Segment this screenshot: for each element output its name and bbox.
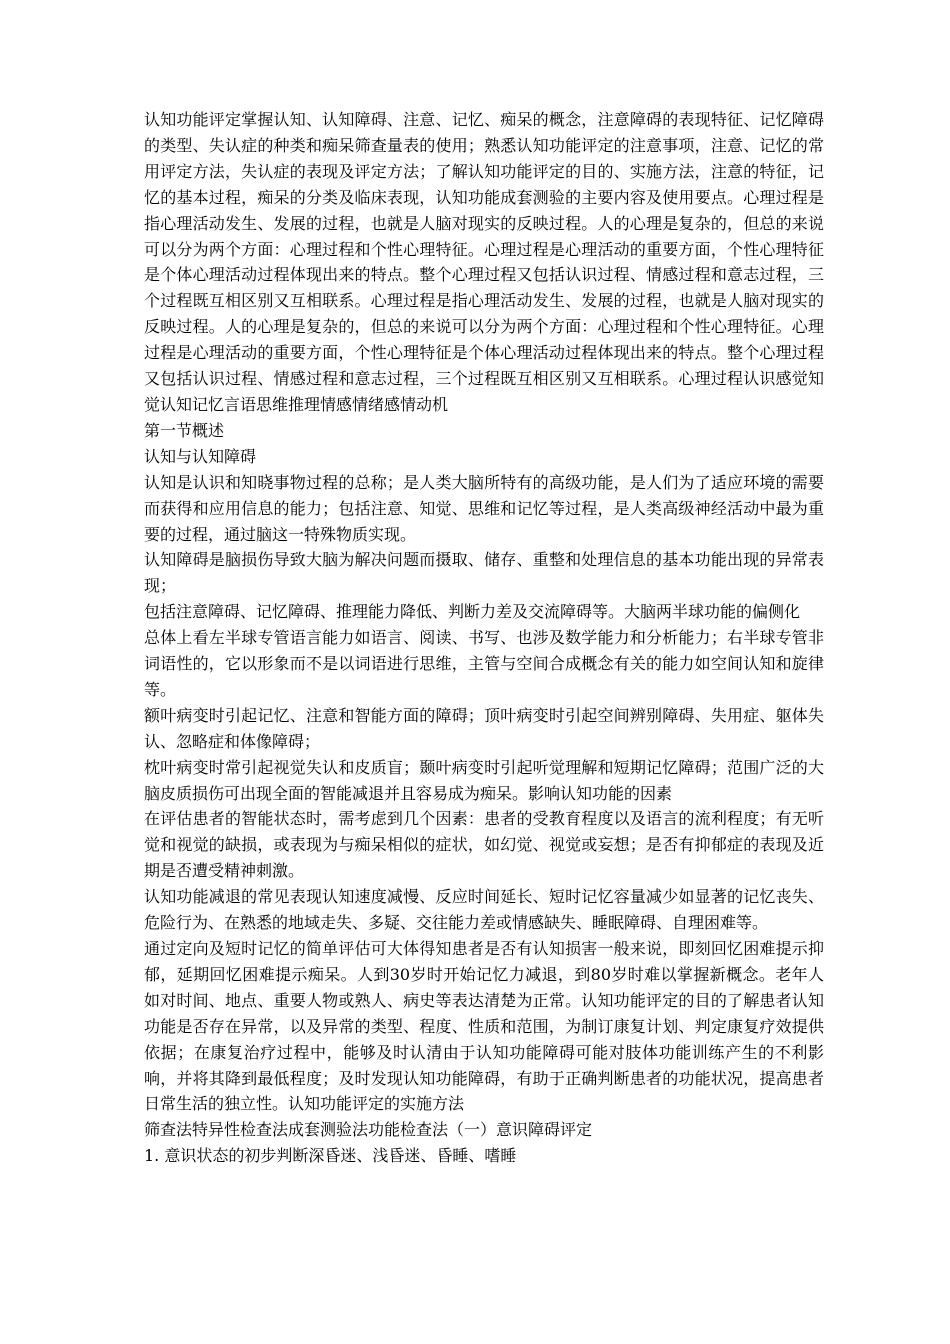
occipital-temporal-lesion-paragraph: 枕叶病变时常引起视觉失认和皮质盲；颞叶病变时引起听觉理解和短期记忆障碍；范围广泛的大脑皮质损伤可出现全面的智能减退并且容易成为痴呆。影响认知功能的因素 bbox=[144, 757, 824, 803]
document-page bbox=[144, 107, 824, 1169]
hemisphere-function-paragraph: 总体上看左半球专管语言能力如语言、阅读、书写、也涉及数学能力和分析能力；右半球专管非词语性的，它以形象而不是以词语进行思维，主管与空间合成概念有关的能力如空间认知和旋律等。 bbox=[144, 628, 824, 699]
decline-symptoms-paragraph: 认知功能减退的常见表现认知速度减慢、反应时间延长、短时记忆容量减少如显著的记忆丧失、危险行为、在熟悉的地域走失、多疑、交往能力差或情感缺失、睡眠障碍、自理困难等。 bbox=[144, 887, 824, 933]
frontal-parietal-lesion-paragraph: 额叶病变时引起记忆、注意和智能方面的障碍；顶叶病变时引起空间辨别障碍、失用症、躯体失认、忽略症和体像障碍； bbox=[144, 705, 824, 751]
cognitive-impairment-definition-paragraph: 认知障碍是脑损伤导致大脑为解决问题而摄取、储存、重整和处理信息的基本功能出现的异常表现； bbox=[144, 550, 824, 596]
numbered-item-1: 1. 意识状态的初步判断深昏迷、浅昏迷、昏睡、嗜睡 bbox=[144, 1146, 517, 1166]
methods-paragraph: 筛查法特异性检查法成套测验法功能检查法（一）意识障碍评定 bbox=[144, 1120, 593, 1140]
subsection-heading: 认知与认知障碍 bbox=[144, 446, 257, 466]
assessment-purpose-paragraph: 通过定向及短时记忆的简单评估可大体得知患者是否有认知损害一般来说，即刻回忆困难提示抑郁，延期回忆困难提示痴呆。人到30岁时开始记忆力减退，到80岁时难以掌握新概念。老年人如对时间、地点、重要人物或熟人、病史等表达清楚为正常。认知功能评定的目的了解患者认知功能是否存在异常，以及异常的类型、程度、性质和范围，为制订康复计划、判定康复疗效提供依据；在康复治疗过程中，能够及时认清由于认知功能障碍可能对肢体功能训练产生的不利影响，并将其降到最低程度；及时发现认知功能障碍，有助于正确判断患者的功能状况，提高患者日常生活的独立性。认知功能评定的实施方法 bbox=[144, 939, 824, 1114]
impairment-types-paragraph: 包括注意障碍、记忆障碍、推理能力降低、判断力差及交流障碍等。大脑两半球功能的偏侧化 bbox=[144, 602, 801, 622]
cognition-definition-paragraph: 认知是认识和知晓事物过程的总称；是人类大脑所特有的高级功能，是人们为了适应环境的需要而获得和应用信息的能力；包括注意、知觉、思维和记忆等过程，是人类高级神经活动中最为重要的过程，通过脑这一特殊物质实现。 bbox=[144, 472, 824, 544]
section-heading: 第一节概述 bbox=[144, 420, 225, 440]
assessment-factors-paragraph: 在评估患者的智能状态时，需考虑到几个因素：患者的受教育程度以及语言的流利程度；有无听觉和视觉的缺损，或表现为与痴呆相似的症状，如幻觉、视觉或妄想；是否有抑郁症的表现及近期是否遭受精神刺激。 bbox=[144, 809, 824, 881]
intro-paragraph: 认知功能评定掌握认知、认知障碍、注意、记忆、痴呆的概念，注意障碍的表现特征、记忆障碍的类型、失认症的种类和痴呆筛查量表的使用；熟悉认知功能评定的注意事项，注意、记忆的常用评定方法，失认症的表现及评定方法；了解认知功能评定的目的、实施方法，注意的特征，记忆的基本过程，痴呆的分类及临床表现，认知功能成套测验的主要内容及使用要点。心理过程是指心理活动发生、发展的过程，也就是人脑对现实的反映过程。人的心理是复杂的，但总的来说可以分为两个方面：心理过程和个性心理特征。心理过程是心理活动的重要方面，个性心理特征是个体心理活动过程体现出来的特点。整个心理过程又包括认识过程、情感过程和意志过程，三个过程既互相区别又互相联系。心理过程是指心理活动发生、发展的过程，也就是人脑对现实的反映过程。人的心理是复杂的，但总的来说可以分为两个方面：心理过程和个性心理特征。心理过程是心理活动的重要方面，个性心理特征是个体心理活动过程体现出来的特点。整个心理过程又包括认识过程、情感过程和意志过程，三个过程既互相区别又互相联系。心理过程认识感觉知觉认知记忆言语思维推理情感情绪感情动机 bbox=[144, 110, 824, 414]
